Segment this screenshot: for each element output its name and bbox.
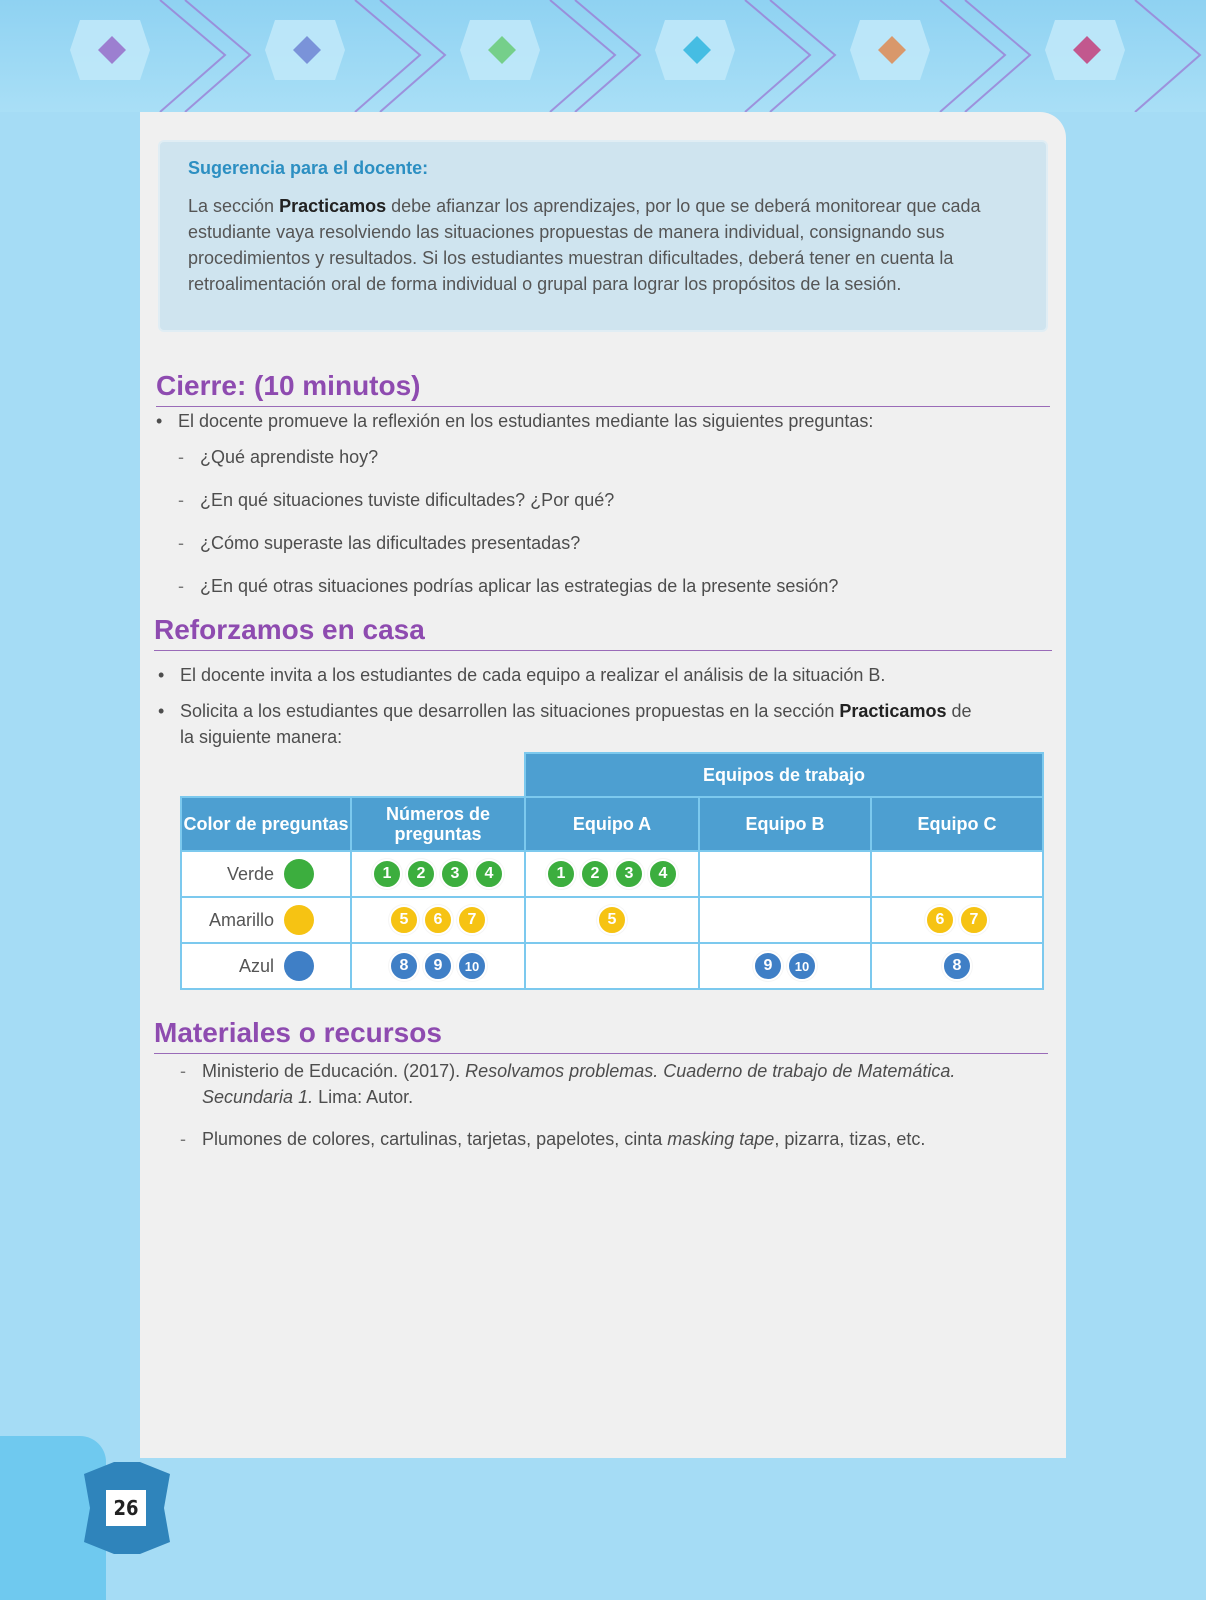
equipo-a-cell (524, 942, 700, 990)
cierre-title: Cierre: (10 minutos) (156, 368, 1050, 407)
question-number-badge: 5 (597, 905, 627, 935)
question-number-badge: 1 (546, 859, 576, 889)
table-row-color-cell (180, 942, 352, 990)
yellow-dot-icon (284, 905, 314, 935)
bullet-2-prefix: Solicita a los estudiantes que desarrollen las situaciones propuestas en la sección (180, 701, 840, 721)
table-row-color-cell (180, 850, 352, 898)
bullet-dot: • (156, 411, 163, 431)
tip-text-rest: debe afianzar los aprendizajes, por lo que se deberá monitorear que cada estudiante vaya resolviendo las situaciones propuestas de manera individual, consignando sus procedimientos y resultados. Si los estudiantes muestran dificultades, deberá tener en cuenta la retroalimentación oral de forma individual o grupal para lograr los propósitos de la sesión. (188, 196, 981, 294)
question-number-badge: 5 (389, 905, 419, 935)
question-number-badge: 2 (580, 859, 610, 889)
question-number-badge: 9 (753, 951, 783, 981)
material-2-prefix: Plumones de colores, cartulinas, tarjetas, papelotes, cinta (202, 1129, 668, 1149)
question-number-badge: 3 (614, 859, 644, 889)
tip-text (188, 193, 1018, 297)
decorative-banner (0, 0, 1206, 112)
material-2-italic: masking tape (667, 1129, 775, 1149)
color-label: Azul (238, 955, 274, 976)
question-number-badge: 1 (372, 859, 402, 889)
question-number-badge: 6 (423, 905, 453, 935)
equipo-b-cell (698, 942, 872, 990)
material-2-suffix: , pizarra, tizas, etc. (774, 1129, 926, 1149)
question-text: ¿Qué aprendiste hoy? (200, 447, 379, 467)
question-number-badge: 7 (959, 905, 989, 935)
page-number: 26 (106, 1490, 146, 1526)
material-1-title-2: Secundaria 1. (202, 1087, 314, 1107)
table-header-equipo-b: Equipo B (698, 796, 872, 852)
material-item: - Plumones de colores, cartulinas, tarjetas, papelotes, cinta masking tape, pizarra, tizas, etc. (180, 1129, 926, 1149)
equipo-a-cell (524, 896, 700, 944)
equipo-c-cell (870, 942, 1044, 990)
question-text: ¿En qué situaciones tuviste dificultades? ¿Por qué? (200, 490, 615, 510)
material-1-title: Resolvamos problemas. Cuaderno de trabajo de Matemática. (465, 1061, 956, 1081)
material-1-prefix: Ministerio de Educación. (2017). (202, 1061, 466, 1081)
equipo-c-cell (870, 896, 1044, 944)
numbers-cell (350, 850, 526, 898)
table-row-color-cell (180, 896, 352, 944)
question-number-badge: 9 (423, 951, 453, 981)
material-item: - Ministerio de Educación. (2017). Resolvamos problemas. Cuaderno de trabajo de Matemática. Secundaria 1. Lima: Autor. (180, 1061, 956, 1107)
cierre-bullet (156, 408, 1048, 434)
bullet-2-line2: la siguiente manera: (180, 727, 343, 747)
equipo-b-cell (698, 896, 872, 944)
question-number-badge: 10 (457, 951, 487, 981)
question-text: ¿En qué otras situaciones podrías aplicar las estrategias de la presente sesión? (200, 576, 839, 596)
question-item: - ¿En qué situaciones tuviste dificultades? ¿Por qué? (178, 490, 615, 510)
table-header-equipo-c: Equipo C (870, 796, 1044, 852)
table-header-numbers: Números de preguntas (350, 796, 526, 852)
table-header-color: Color de preguntas (180, 796, 352, 852)
table-group-header: Equipos de trabajo (524, 752, 1044, 798)
table-header-equipo-a: Equipo A (524, 796, 700, 852)
tip-text-bold: Practicamos (279, 196, 387, 216)
color-label: Verde (226, 863, 274, 884)
question-number-badge: 10 (787, 951, 817, 981)
question-number-badge: 8 (389, 951, 419, 981)
reforzamos-bullet-1: • El docente invita a los estudiantes de cada equipo a realizar el análisis de la situación B. (158, 665, 886, 685)
question-number-badge: 7 (457, 905, 487, 935)
question-number-badge: 8 (942, 951, 972, 981)
bullet-2-bold: Practicamos (839, 701, 947, 721)
numbers-cell (350, 942, 526, 990)
reforzamos-bullet-2: • Solicita a los estudiantes que desarrollen las situaciones propuestas en la sección Practicamos de la siguiente manera: (158, 701, 972, 747)
equipo-c-cell (870, 850, 1044, 898)
question-number-badge: 3 (440, 859, 470, 889)
numbers-cell (350, 896, 526, 944)
question-item: - ¿Qué aprendiste hoy? (178, 447, 379, 467)
reforzamos-bullet-1-text: El docente invita a los estudiantes de cada equipo a realizar el análisis de la situación B. (180, 665, 886, 685)
tip-title: Sugerencia para el docente: (188, 158, 429, 178)
teacher-tip-box (158, 140, 1048, 332)
banner-pattern-icon (0, 0, 1206, 112)
equipo-a-cell (524, 850, 700, 898)
question-text: ¿Cómo superaste las dificultades presentadas? (200, 533, 581, 553)
question-number-badge: 4 (648, 859, 678, 889)
tip-text-prefix: La sección (188, 196, 280, 216)
question-number-badge: 6 (925, 905, 955, 935)
blue-dot-icon (284, 951, 314, 981)
materiales-title: Materiales o recursos (154, 1015, 1048, 1054)
color-label: Amarillo (208, 909, 274, 930)
reforzamos-title: Reforzamos en casa (154, 612, 1052, 651)
content-card (140, 112, 1066, 1458)
equipo-b-cell (698, 850, 872, 898)
question-number-badge: 2 (406, 859, 436, 889)
cierre-bullet-text: El docente promueve la reflexión en los estudiantes mediante las siguientes preguntas: (178, 411, 874, 431)
question-item: - ¿En qué otras situaciones podrías aplicar las estrategias de la presente sesión? (178, 576, 839, 596)
material-1-suffix: Lima: Autor. (313, 1087, 414, 1107)
question-item: - ¿Cómo superaste las dificultades presentadas? (178, 533, 581, 553)
bullet-2-suffix: de (946, 701, 972, 721)
question-number-badge: 4 (474, 859, 504, 889)
green-dot-icon (284, 859, 314, 889)
